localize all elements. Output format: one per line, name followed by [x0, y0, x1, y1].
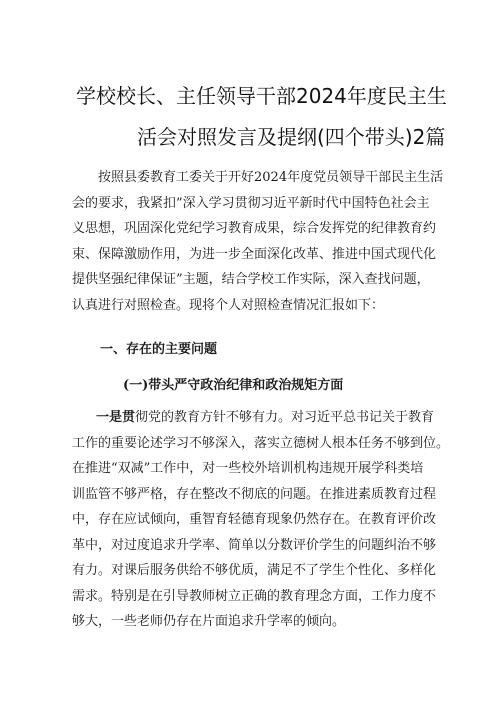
intro-line: 会的要求，我紧扣”深入学习贯彻习近平新时代中国特色社会主 [72, 195, 430, 211]
body-line: 在推进“双减”工作中，对一些校外培训机构违规开展学科类培 [72, 461, 424, 476]
intro-line: 认真进行对照检查。现将个人对照检查情况汇报如下： [72, 297, 385, 313]
subsection-heading: (一)带头严守政治纪律和政治规矩方面 [123, 378, 344, 393]
intro-paragraph [72, 165, 444, 318]
body-line [96, 405, 435, 431]
intro-line: 按照县委教育工委关于开好2024年度党员领导干部民主生活 [98, 170, 444, 185]
body-line-text: 彻党的教育方针不够有力。对习近平总书记关于教育 [135, 410, 435, 425]
body-line: 工作的重要论述学习不够深入，落实立德树人根本任务不够到位。 [72, 435, 450, 451]
body-line: 够大，一些老师仍存在片面追求升学率的倾向。 [72, 614, 346, 629]
intro-line: 束、保障激励作用，为进一步全面深化改革、推进中国式现代化 [72, 246, 437, 262]
section-heading: 一、存在的主要问题 [100, 342, 218, 357]
body-paragraph [72, 405, 450, 635]
document-title-line-2: 活会对照发言及提纲(四个带头)2篇 [137, 125, 446, 149]
document-title-line-1: 学校校长、主任领导干部2024年度民主生 [76, 84, 447, 108]
body-line: 训监管不够严格，存在整改不彻底的问题。在推进素质教育过程 [72, 486, 437, 502]
paragraph-lead: 一是贯 [96, 410, 136, 425]
body-line: 中，存在应试倾向，重智育轻德育现象仍然存在。在教育评价改 [72, 512, 437, 527]
body-line: 有力。对课后服务供给不够优质，满足不了学生个性化、多样化 [72, 563, 437, 578]
body-line: 革中，对过度追求升学率、简单以分数评价学生的问题纠治不够 [72, 537, 437, 553]
intro-line: 提供坚强纪律保证”主题，结合学校工作实际，深入查找问题， [72, 272, 430, 287]
intro-line: 义思想，巩固深化党纪学习教育成果，综合发挥党的纪律教育约 [72, 221, 437, 236]
body-line: 需求。特别是在引导教师树立正确的教育理念方面，工作力度不 [72, 588, 437, 604]
